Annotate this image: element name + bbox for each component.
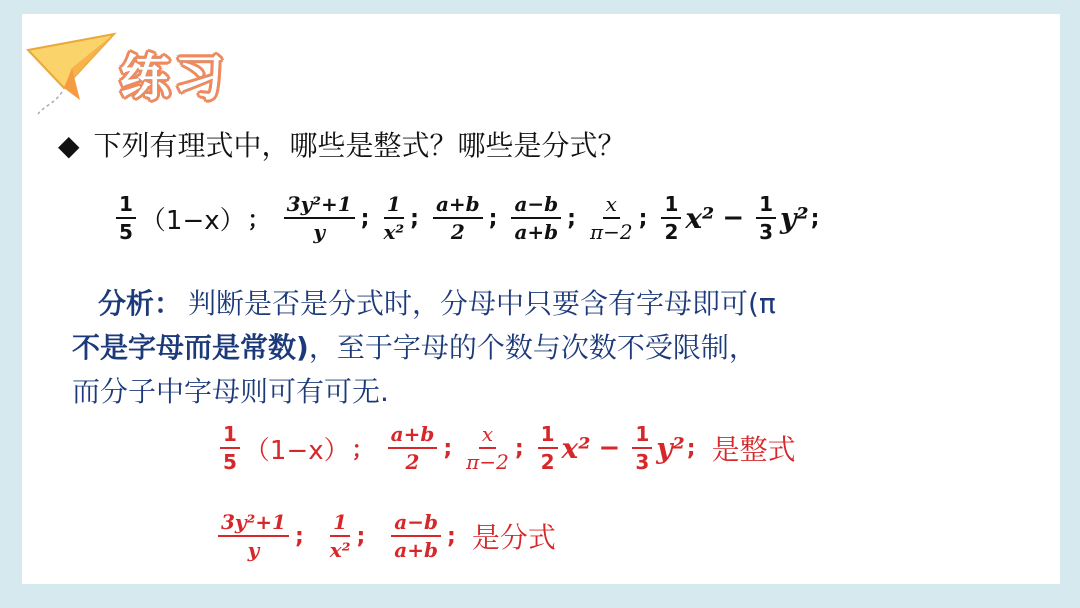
expr-5-fraction: $\frac{a-b}{a+b}$ [511, 194, 561, 242]
analysis-part3: ，至于字母的个数与次数不受限制， [308, 331, 757, 364]
diamond-bullet-icon: ◆ [58, 129, 80, 162]
expression-row: $\frac{1}{5}$ （1−x） ； $\frac{\text{3y²+1}}{y}$ ; $\frac{1}{\text{x²}}$ ; $\frac{a+b}{2}$ ; $\frac{a-b}{a+b}$ ; $\frac{x}{\pi-2}$ ; $\frac{1}{2}$ x² − $\frac{1}{3}$ y² ; [112, 194, 829, 242]
ans-expr-6-fraction: $\frac{x}{\pi-2}$ [466, 422, 509, 474]
analysis-part4: 而分子中字母则可有可无. [72, 375, 389, 408]
analysis-part2: 不是字母而是常数) [72, 331, 309, 364]
ans-expr-7b-fraction: $\frac{1}{3}$ [632, 424, 652, 472]
expr-7b-fraction: $\frac{1}{3}$ [756, 194, 776, 242]
analysis-label: 分析： [98, 287, 183, 320]
expr-2-fraction: $\frac{\text{3y²+1}}{y}$ [284, 194, 355, 242]
ans-expr-7a-fraction: $\frac{1}{2}$ [538, 424, 558, 472]
ans-expr-2-fraction: $\frac{\text{3y²+1}}{y}$ [218, 512, 289, 560]
expr-7a-var: x² [685, 201, 715, 235]
question-text [58, 124, 626, 164]
expr-1-fraction: $\frac{1}{5}$ [116, 194, 136, 242]
expr-3-fraction: $\frac{1}{\text{x²}}$ [383, 192, 405, 244]
fraction-label: 是分式 [471, 521, 556, 554]
expr-6-fraction: $\frac{x}{\pi-2}$ [589, 192, 633, 244]
answer-fraction-row: $\frac{\text{3y²+1}}{y}$ ; $\frac{1}{\text{x²}}$ ; $\frac{a-b}{a+b}$ ; 是分式 [214, 512, 556, 560]
expr-4-fraction: $\frac{a+b}{2}$ [433, 194, 483, 242]
analysis-text [72, 282, 972, 414]
ans-expr-3-fraction: $\frac{1}{\text{x²}}$ [329, 510, 351, 562]
expr-7b-var: y² [780, 201, 809, 235]
ans-expr-1-fraction: $\frac{1}{5}$ [220, 424, 240, 472]
paper-plane-icon [24, 28, 120, 124]
expr-7a-fraction: $\frac{1}{2}$ [661, 194, 681, 242]
integral-label: 是整式 [711, 433, 796, 466]
slide-title: 练习 [120, 49, 228, 107]
ans-expr-5-fraction: $\frac{a-b}{a+b}$ [391, 512, 441, 560]
question-label: 下列有理式中，哪些是整式？哪些是分式？ [93, 129, 626, 162]
analysis-part1: 判断是否是分式时，分母中只要含有字母即可(π [188, 287, 776, 320]
ans-expr-4-fraction: $\frac{a+b}{2}$ [388, 424, 438, 472]
answer-integral-row: $\frac{1}{5}$ （1−x） ； $\frac{a+b}{2}$ ; $\frac{x}{\pi-2}$ ; $\frac{1}{2}$ x² − $\frac{1}{3}$ y² ; 是整式 [216, 424, 796, 472]
expr-1-rest: （1−x） [139, 205, 246, 236]
